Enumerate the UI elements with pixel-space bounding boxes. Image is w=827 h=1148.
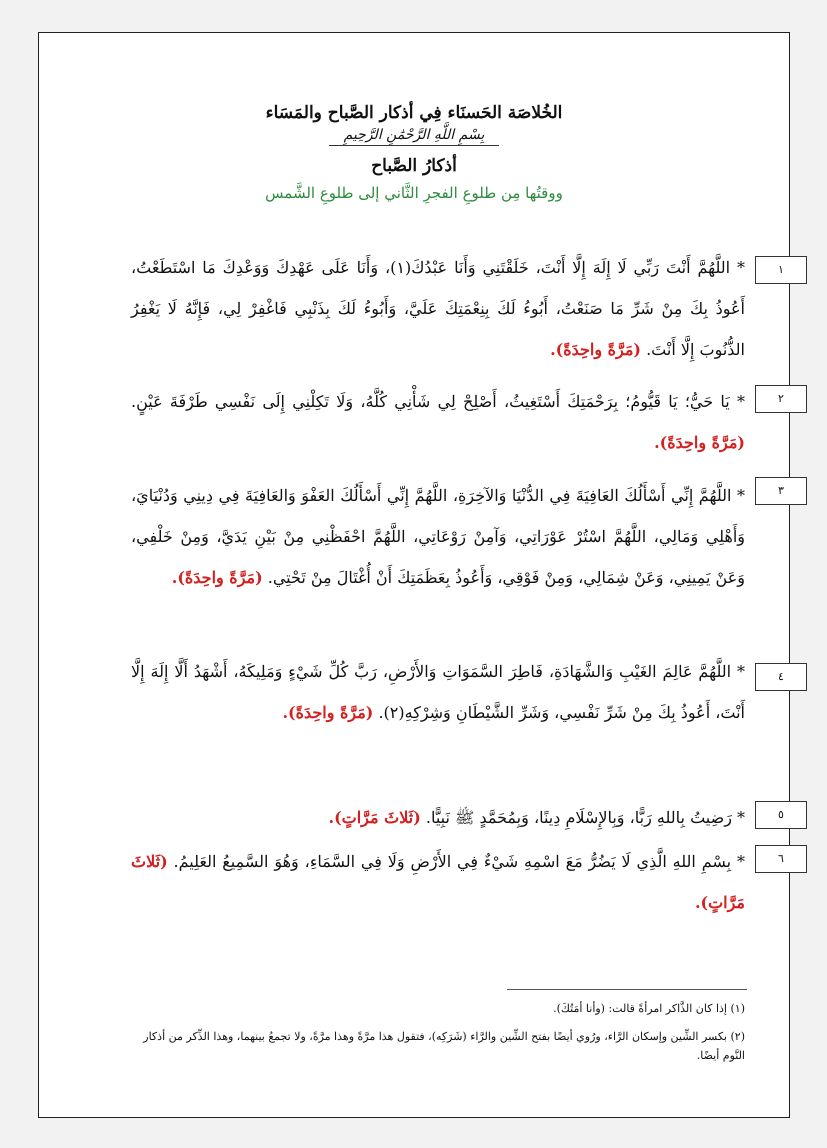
- repeat-count: (مَرَّةً واحِدَةً).: [654, 433, 745, 452]
- entry-text: * اللَّهُمَّ أَنْتَ رَبِّي لَا إِلَهَ إِلَّا أَنْتَ، خَلَقْتَنِي وَأَنَا عَبْدُكَ(١)، وَأَنَا عَلَى عَهْدِكَ وَوَعْدِكَ مَا اسْتَطَعْتُ، أَعُوذُ بِكَ مِنْ شَرِّ مَا صَنَعْتُ، أَبُوءُ لَكَ بِنِعْمَتِكَ عَلَيَّ، وَأَبُوءُ لَكَ بِذَنْبِي فَاغْفِرْ لِي، فَإِنَّهُ لَا يَغْفِرُ الذُّنُوبَ إِلَّا أَنْتَ.: [131, 258, 745, 359]
- entry-4: [131, 651, 745, 733]
- repeat-count: (مَرَّةً واحِدَةً).: [171, 568, 263, 587]
- entry-1: [131, 247, 745, 370]
- repeat-count: (ثَلاثَ مَرَّاتٍ).: [328, 808, 421, 827]
- entry-number-3: ٣: [755, 477, 807, 505]
- document-header: [39, 103, 789, 202]
- footnote-1: (١) إذا كان الذَّاكر امرأةً قالت: (وأنا أمَتُكَ).: [553, 1002, 745, 1015]
- basmala-calligraphy: بِسْمِ اللَّهِ الرَّحْمَٰنِ الرَّحِيمِ: [329, 127, 499, 146]
- repeat-count: (ثَلاثَ مَرَّاتٍ).: [131, 852, 745, 912]
- entry-number-5: ٥: [755, 801, 807, 829]
- main-title: الخُلاصَة الحَسنَاء فِي أذكار الصَّباح والمَسَاء: [265, 103, 563, 123]
- section-subtitle: ووقتُها مِن طلوعِ الفجرِ الثَّاني إلى طلوعِ الشَّمس: [265, 184, 563, 202]
- entry-text: * اللَّهُمَّ إِنِّي أَسْأَلُكَ العَافِيَةَ فِي الدُّنْيَا وَالآخِرَةِ، اللَّهُمَّ إِنِّي أَسْأَلُكَ العَفْوَ وَالعَافِيَةَ فِي دِينِي وَدُنْيَايَ، وَأَهْلِي وَمَالِي، اللَّهُمَّ اسْتُرْ عَوْرَاتِي، وَآمِنْ رَوْعَاتِي، اللَّهُمَّ احْفَظْنِي مِنْ بَيْنِ يَدَيَّ، وَمِنْ خَلْفِي، وَعَنْ يَمِينِي، وَعَنْ شِمَالِي، وَمِنْ فَوْقِي، وَأَعُوذُ بِعَظَمَتِكَ أَنْ أُغْتَالَ مِنْ تَحْتِي.: [131, 486, 745, 587]
- entry-number-4: ٤: [755, 663, 807, 691]
- entry-2: [131, 381, 745, 463]
- footnote-2: (٢) بكسر الشِّين وإسكان الرَّاء، ورُوي أيضًا بفتح الشِّين والرَّاء (شَرَكِه)، فتقول هذا مرَّةً وهذا مرَّةً، ولا تجمعُ بينهما، وهذا الذِّكر من أذكار النَّوم أيضًا.: [143, 1030, 745, 1062]
- entry-5: [131, 797, 745, 838]
- entry-number-2: ٢: [755, 385, 807, 413]
- entry-6: [131, 841, 745, 923]
- repeat-count: (مَرَّةً واحِدَةً).: [282, 703, 374, 722]
- footnote-divider: [507, 989, 747, 990]
- entry-text: * يَا حَيُّ؛ يَا قَيُّومُ؛ بِرَحْمَتِكَ أَسْتَغِيثُ، أَصْلِحْ لِي شَأْنِي كُلَّهُ، وَلَا تَكِلْنِي إِلَى نَفْسِي طَرْفَةَ عَيْنٍ.: [131, 392, 745, 411]
- entry-text: * رَضِيتُ بِاللهِ رَبًّا، وَبِالإِسْلَامِ دِينًا، وَبِمُحَمَّدٍ ﷺ نَبِيًّا.: [425, 808, 745, 827]
- entry-text: * اللَّهُمَّ عَالِمَ الغَيْبِ وَالشَّهَادَةِ، فَاطِرَ السَّمَوَاتِ وَالأَرْضِ، رَبَّ كُلِّ شَيْءٍ وَمَلِيكَهُ، أَشْهَدُ أَلَّا إِلَهَ إِلَّا أَنْتَ، أَعُوذُ بِكَ مِنْ شَرِّ نَفْسِي، وَشَرِّ الشَّيْطَانِ وَشِرْكِهِ(٢).: [131, 662, 745, 722]
- document-page: [38, 32, 790, 1118]
- entry-text: * بِسْمِ اللهِ الَّذِي لَا يَضُرُّ مَعَ اسْمِهِ شَيْءٌ فِي الأَرْضِ وَلَا فِي السَّمَاءِ، وَهُوَ السَّمِيعُ العَلِيمُ.: [173, 852, 745, 871]
- entry-number-1: ١: [755, 256, 807, 284]
- entry-number-6: ٦: [755, 845, 807, 873]
- entry-3: [131, 475, 745, 598]
- repeat-count: (مَرَّةً واحِدَةً).: [550, 340, 641, 359]
- section-title: أذكارُ الصَّباح: [371, 156, 457, 176]
